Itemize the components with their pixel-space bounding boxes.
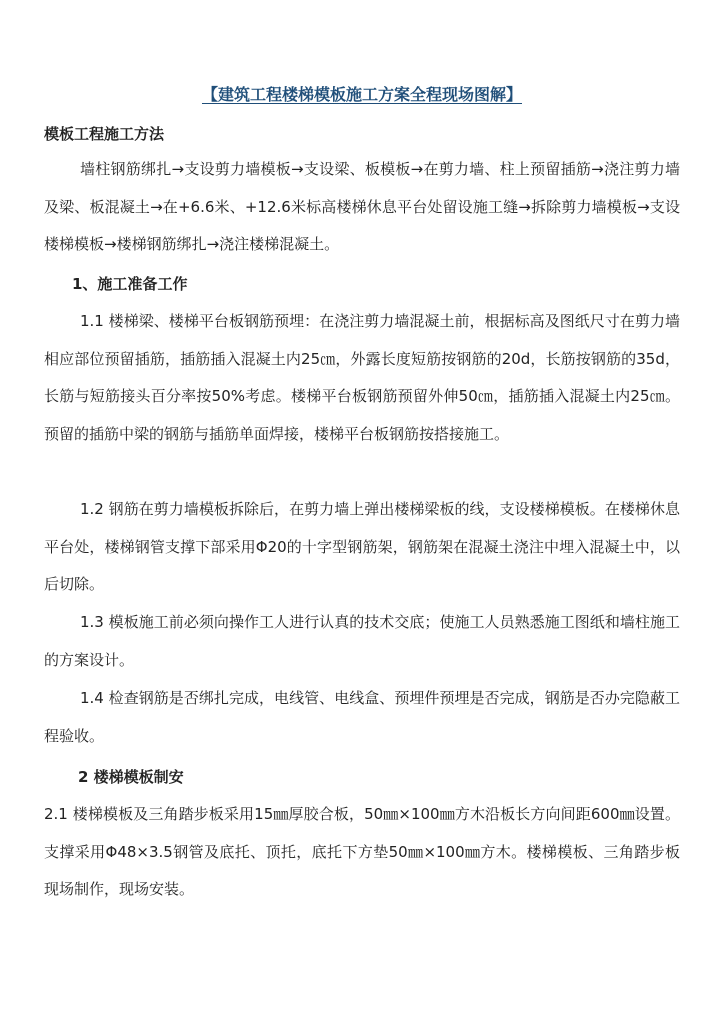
section-heading: 模板工程施工方法: [44, 125, 165, 143]
paragraph-1-4: 1.4 检查钢筋是否绑扎完成，电线管、电线盒、预埋件预埋是否完成，钢筋是否办完隐蔽工程验收。: [44, 689, 680, 745]
subheading-stair-formwork: 2 楼梯模板制安: [78, 768, 184, 786]
document-title: 【建筑工程楼梯模板施工方案全程现场图解】: [201, 85, 522, 104]
intro-paragraph: 墙柱钢筋绑扎→支设剪力墙模板→支设梁、板模板→在剪力墙、柱上预留插筋→浇注剪力墙及梁、板混凝土→在+6.6米、+12.6米标高楼梯休息平台处留设施工缝→拆除剪力墙模板→支设楼梯模板→楼梯钢筋绑扎→浇注楼梯混凝土。: [44, 160, 680, 253]
subheading-preparation: 1、施工准备工作: [72, 275, 188, 293]
paragraph-1-2: 1.2 钢筋在剪力墙模板拆除后，在剪力墙上弹出楼梯梁板的线，支设楼梯模板。在楼梯休息平台处，楼梯钢管支撑下部采用Φ20的十字型钢筋架，钢筋架在混凝土浇注中埋入混凝土中，以后切除。: [44, 500, 680, 593]
paragraph-1-1: 1.1 楼梯梁、楼梯平台板钢筋预埋：在浇注剪力墙混凝土前，根据标高及图纸尺寸在剪力墙相应部位预留插筋，插筋插入混凝土内25㎝，外露长度短筋按钢筋的20d，长筋按钢筋的35d，长筋与短筋接头百分率按50%考虑。楼梯平台板钢筋预留外伸50㎝，插筋插入混凝土内25㎝。预留的插筋中梁的钢筋与插筋单面焊接，楼梯平台板钢筋按搭接施工。: [44, 312, 680, 443]
paragraph-2-1: 2.1 楼梯模板及三角踏步板采用15㎜厚胶合板，50㎜×100㎜方木沿板长方向间距600㎜设置。支撑采用Φ48×3.5钢管及底托、顶托，底托下方垫50㎜×100㎜方木。楼梯模板、三角踏步板现场制作，现场安装。: [44, 805, 680, 898]
paragraph-1-3: 1.3 模板施工前必须向操作工人进行认真的技术交底；使施工人员熟悉施工图纸和墙柱施工的方案设计。: [44, 613, 680, 669]
